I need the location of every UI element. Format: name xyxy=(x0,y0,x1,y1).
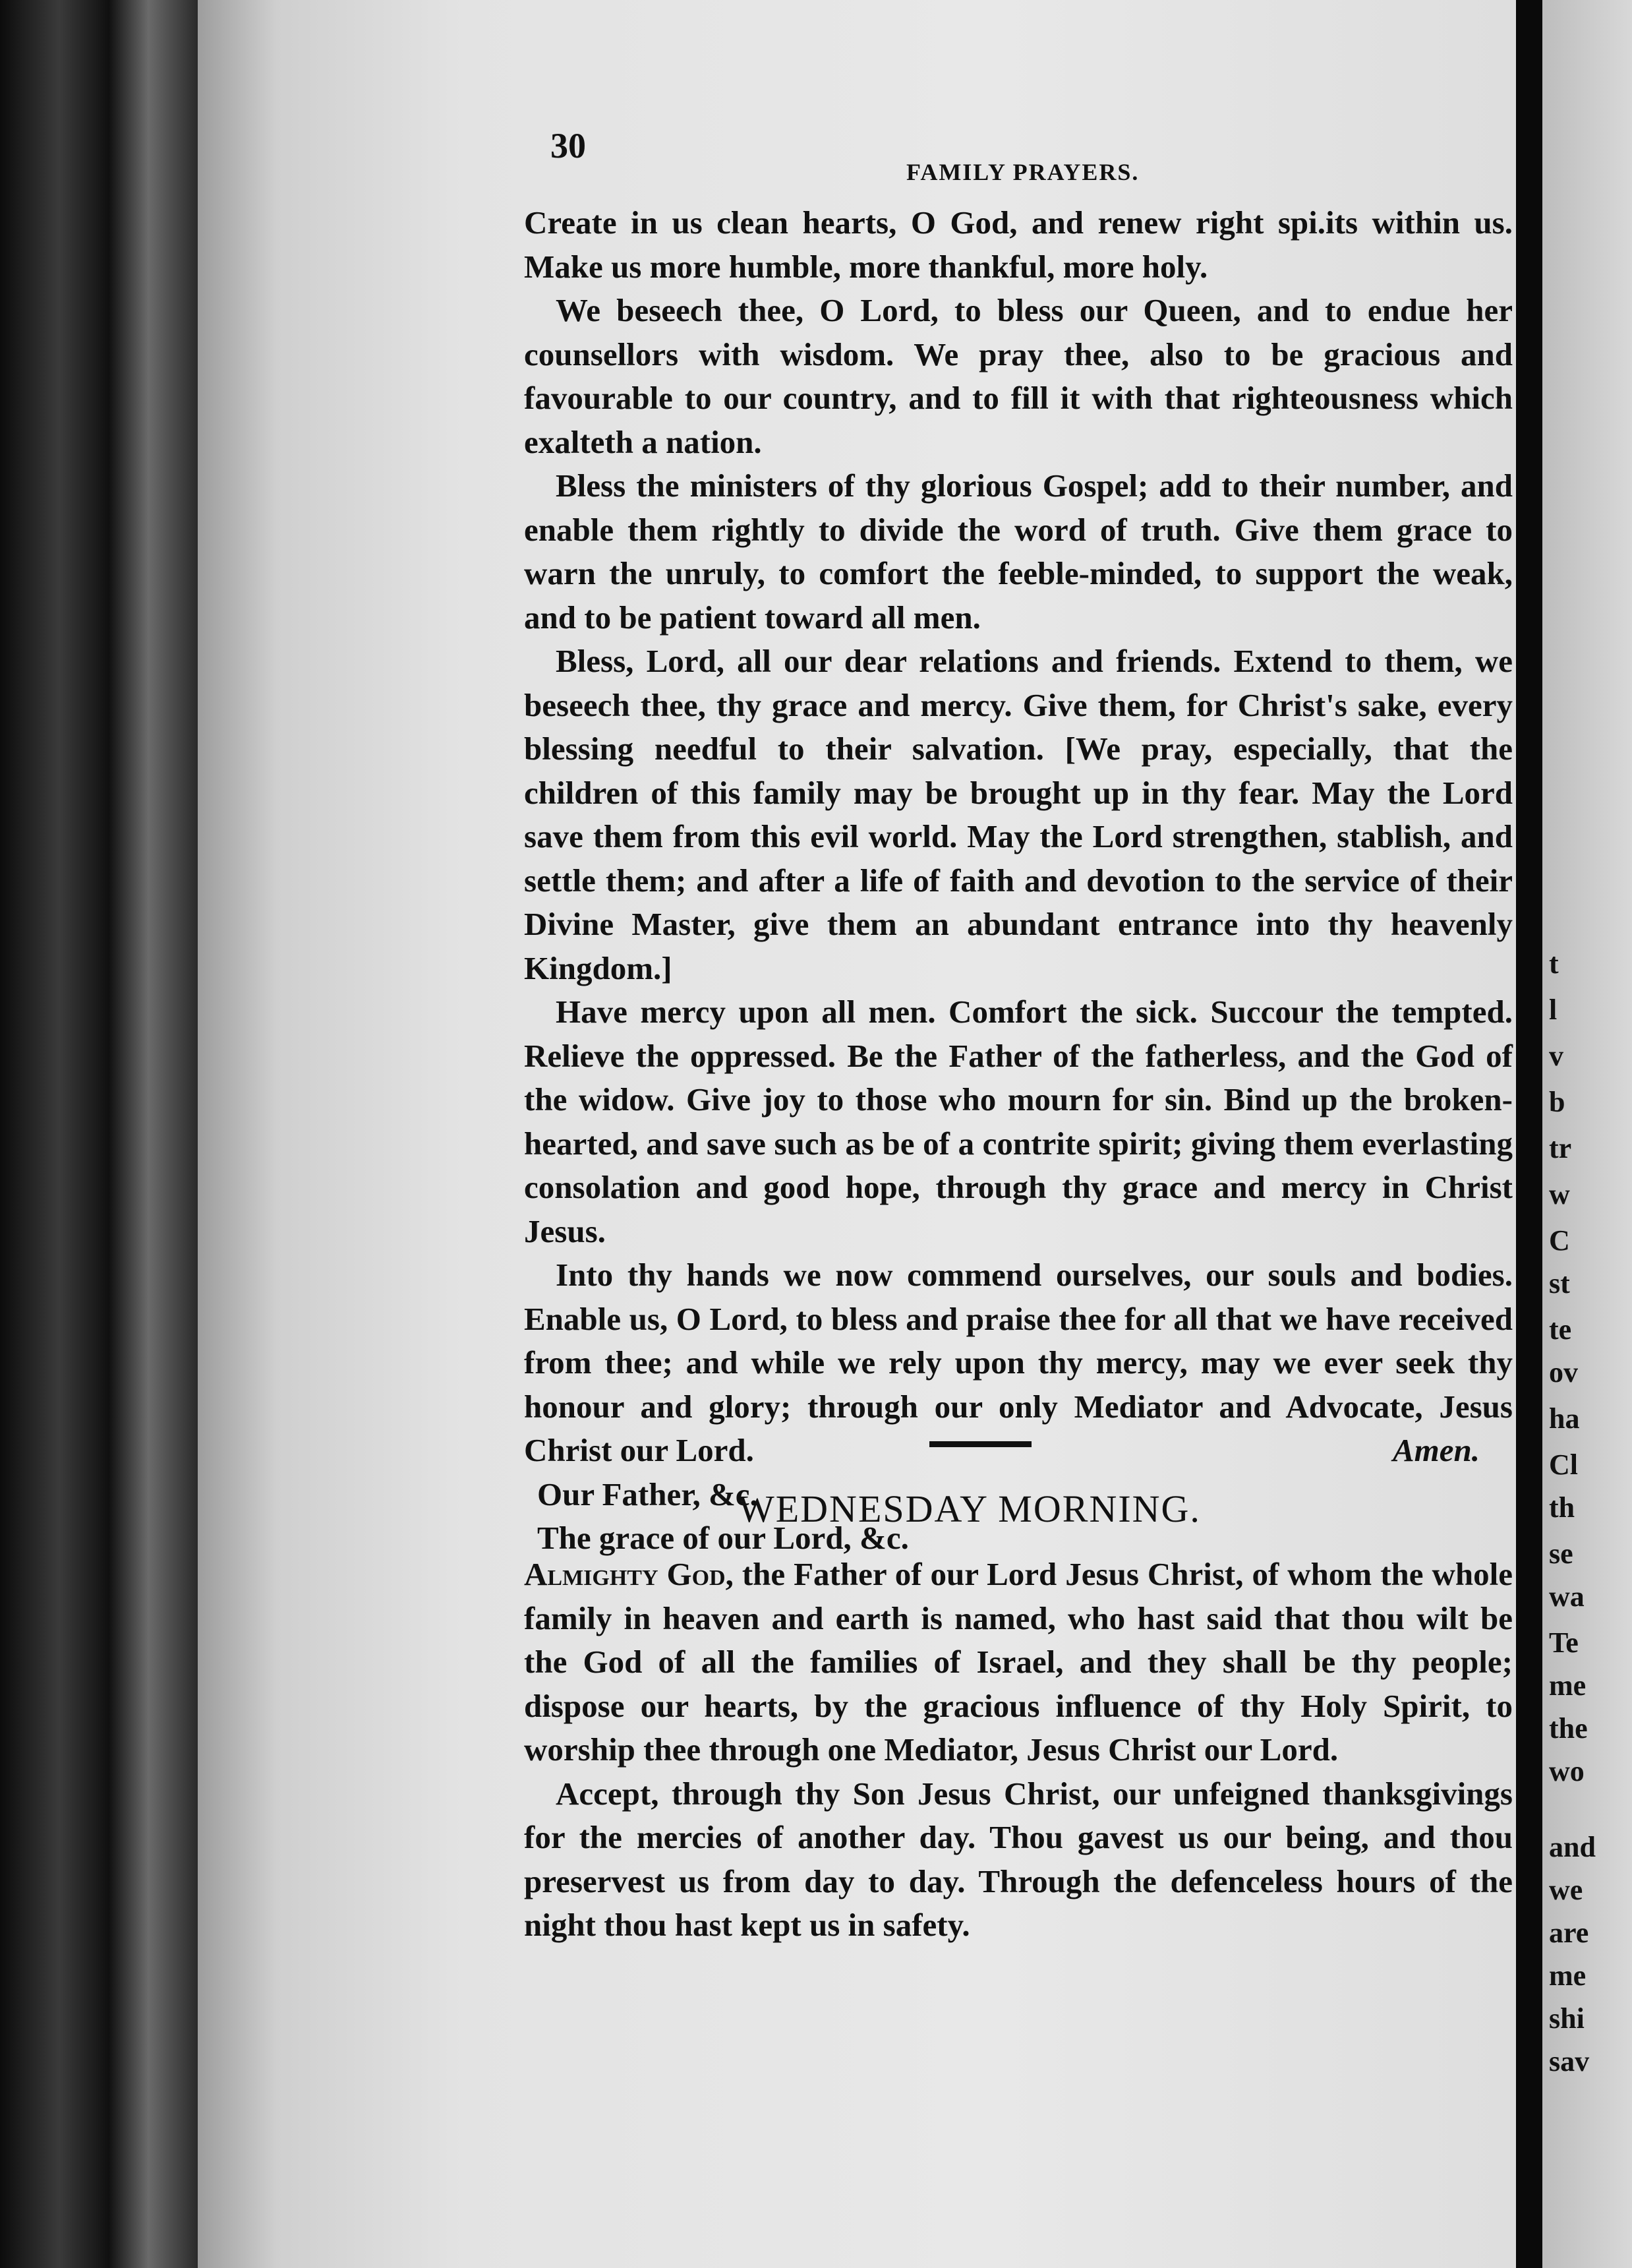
next-page-fragment: and xyxy=(1549,1831,1596,1863)
paragraph: Our Father, &c. xyxy=(537,1476,758,1512)
page-gutter xyxy=(1516,0,1542,2268)
next-page-fragment: wa xyxy=(1549,1580,1585,1613)
next-page-fragment: Te xyxy=(1549,1626,1579,1659)
paragraph: Create in us clean hearts, O God, and renew right spi.its within us. Make us more humble, more thankful, more holy. xyxy=(524,204,1513,285)
paragraph xyxy=(524,1253,1513,1473)
next-page-fragment: the xyxy=(1549,1712,1588,1745)
paragraph-text: Into thy hands we now commend ourselves, our souls and bodies. Enable us, O Lord, to bless and praise thee for all that we have received from thee; and while we rely upon thy mercy, may we ever seek thy honour and glory; through our only Mediator and Advocate, Jesus Christ our Lord. xyxy=(524,1257,1513,1468)
page-number: 30 xyxy=(550,126,586,165)
next-page-fragment: th xyxy=(1549,1491,1575,1524)
next-page-fragment: me xyxy=(1549,1959,1587,1992)
next-page-fragment: shi xyxy=(1549,2002,1585,2035)
next-page-fragment: ha xyxy=(1549,1402,1580,1435)
paragraph: Bless the ministers of thy glorious Gospel; add to their number, and enable them rightly to divide the word of truth. Give them grace to warn the unruly, to comfort the feeble-minded, to support the weak, and to be patient toward all men. xyxy=(524,467,1513,636)
section-body xyxy=(524,1553,1513,1948)
paragraph xyxy=(524,1553,1513,1772)
next-page-fragment: tr xyxy=(1549,1132,1572,1164)
section-title: WEDNESDAY MORNING. xyxy=(738,1487,1201,1530)
paragraph: The grace of our Lord, &c. xyxy=(537,1520,909,1556)
amen: Amen. xyxy=(1392,1432,1480,1468)
book-edge xyxy=(0,0,198,2268)
section-divider xyxy=(929,1441,1032,1447)
paragraph: Accept, through thy Son Jesus Christ, our unfeigned thanksgivings for the mercies of another day. Thou gavest us our being, and thou preservest us from day to day. Through the defenceless hours of the night thou hast kept us in safety. xyxy=(524,1775,1513,1943)
next-page-fragment: are xyxy=(1549,1917,1589,1949)
next-page-fragment: b xyxy=(1549,1086,1565,1118)
next-page-fragment: l xyxy=(1549,994,1558,1026)
paragraph: Have mercy upon all men. Comfort the sick. Succour the tempted. Relieve the oppressed. Be the Father of the fatherless, and the God of the widow. Give joy to those who mourn for sin. Bind up the broken-hearted, and save such as be of a contrite spirit; giving them everlasting consolation and good hope, through thy grace and mercy in Christ Jesus. xyxy=(524,994,1513,1249)
next-page-fragment: ov xyxy=(1549,1356,1578,1388)
paragraph-text: the Father of our Lord Jesus Christ, of whom the whole family in heaven and earth is named, who hast said that thou wilt be the God of all the families of Israel, and they shall be thy people; dispose our hearts, by the gracious influence of thy Holy Spirit, to worship thee through one Mediator, Jesus Christ our Lord. xyxy=(524,1556,1513,1768)
next-page-fragment: me xyxy=(1549,1669,1587,1702)
prayer-body xyxy=(524,201,1513,1561)
next-page-fragment: wo xyxy=(1549,1755,1585,1787)
next-page-fragment: se xyxy=(1549,1537,1573,1570)
next-page-fragment: st xyxy=(1549,1267,1570,1299)
next-page-fragment: te xyxy=(1549,1313,1572,1346)
next-page-fragment: t xyxy=(1549,947,1559,980)
next-page-edge xyxy=(1542,0,1632,2268)
next-page-fragment: v xyxy=(1549,1040,1563,1072)
next-page-fragment: Cl xyxy=(1549,1448,1578,1481)
lead-words: Almighty God, xyxy=(524,1556,734,1592)
running-head: FAMILY PRAYERS. xyxy=(906,159,1140,185)
next-page-fragment: we xyxy=(1549,1874,1583,1906)
next-page-fragment: sav xyxy=(1549,2045,1590,2077)
next-page-fragment: C xyxy=(1549,1224,1570,1257)
next-page-fragment: w xyxy=(1549,1178,1570,1210)
paragraph: We beseech thee, O Lord, to bless our Queen, and to endue her counsellors with wisdom. We pray thee, also to be gracious and favourable to our country, and to fill it with that righteousness which exalteth a nation. xyxy=(524,292,1513,460)
paragraph: Bless, Lord, all our dear relations and friends. Extend to them, we beseech thee, thy grace and mercy. Give them, for Christ's sake, every blessing needful to their salvation. [We pray, especially, that the children of this family may be brought up in thy fear. May the Lord save them from this evil world. May the Lord strengthen, stablish, and settle them; and after a life of faith and devotion to the service of their Divine Master, give them an abundant entrance into thy heavenly Kingdom.] xyxy=(524,643,1513,986)
